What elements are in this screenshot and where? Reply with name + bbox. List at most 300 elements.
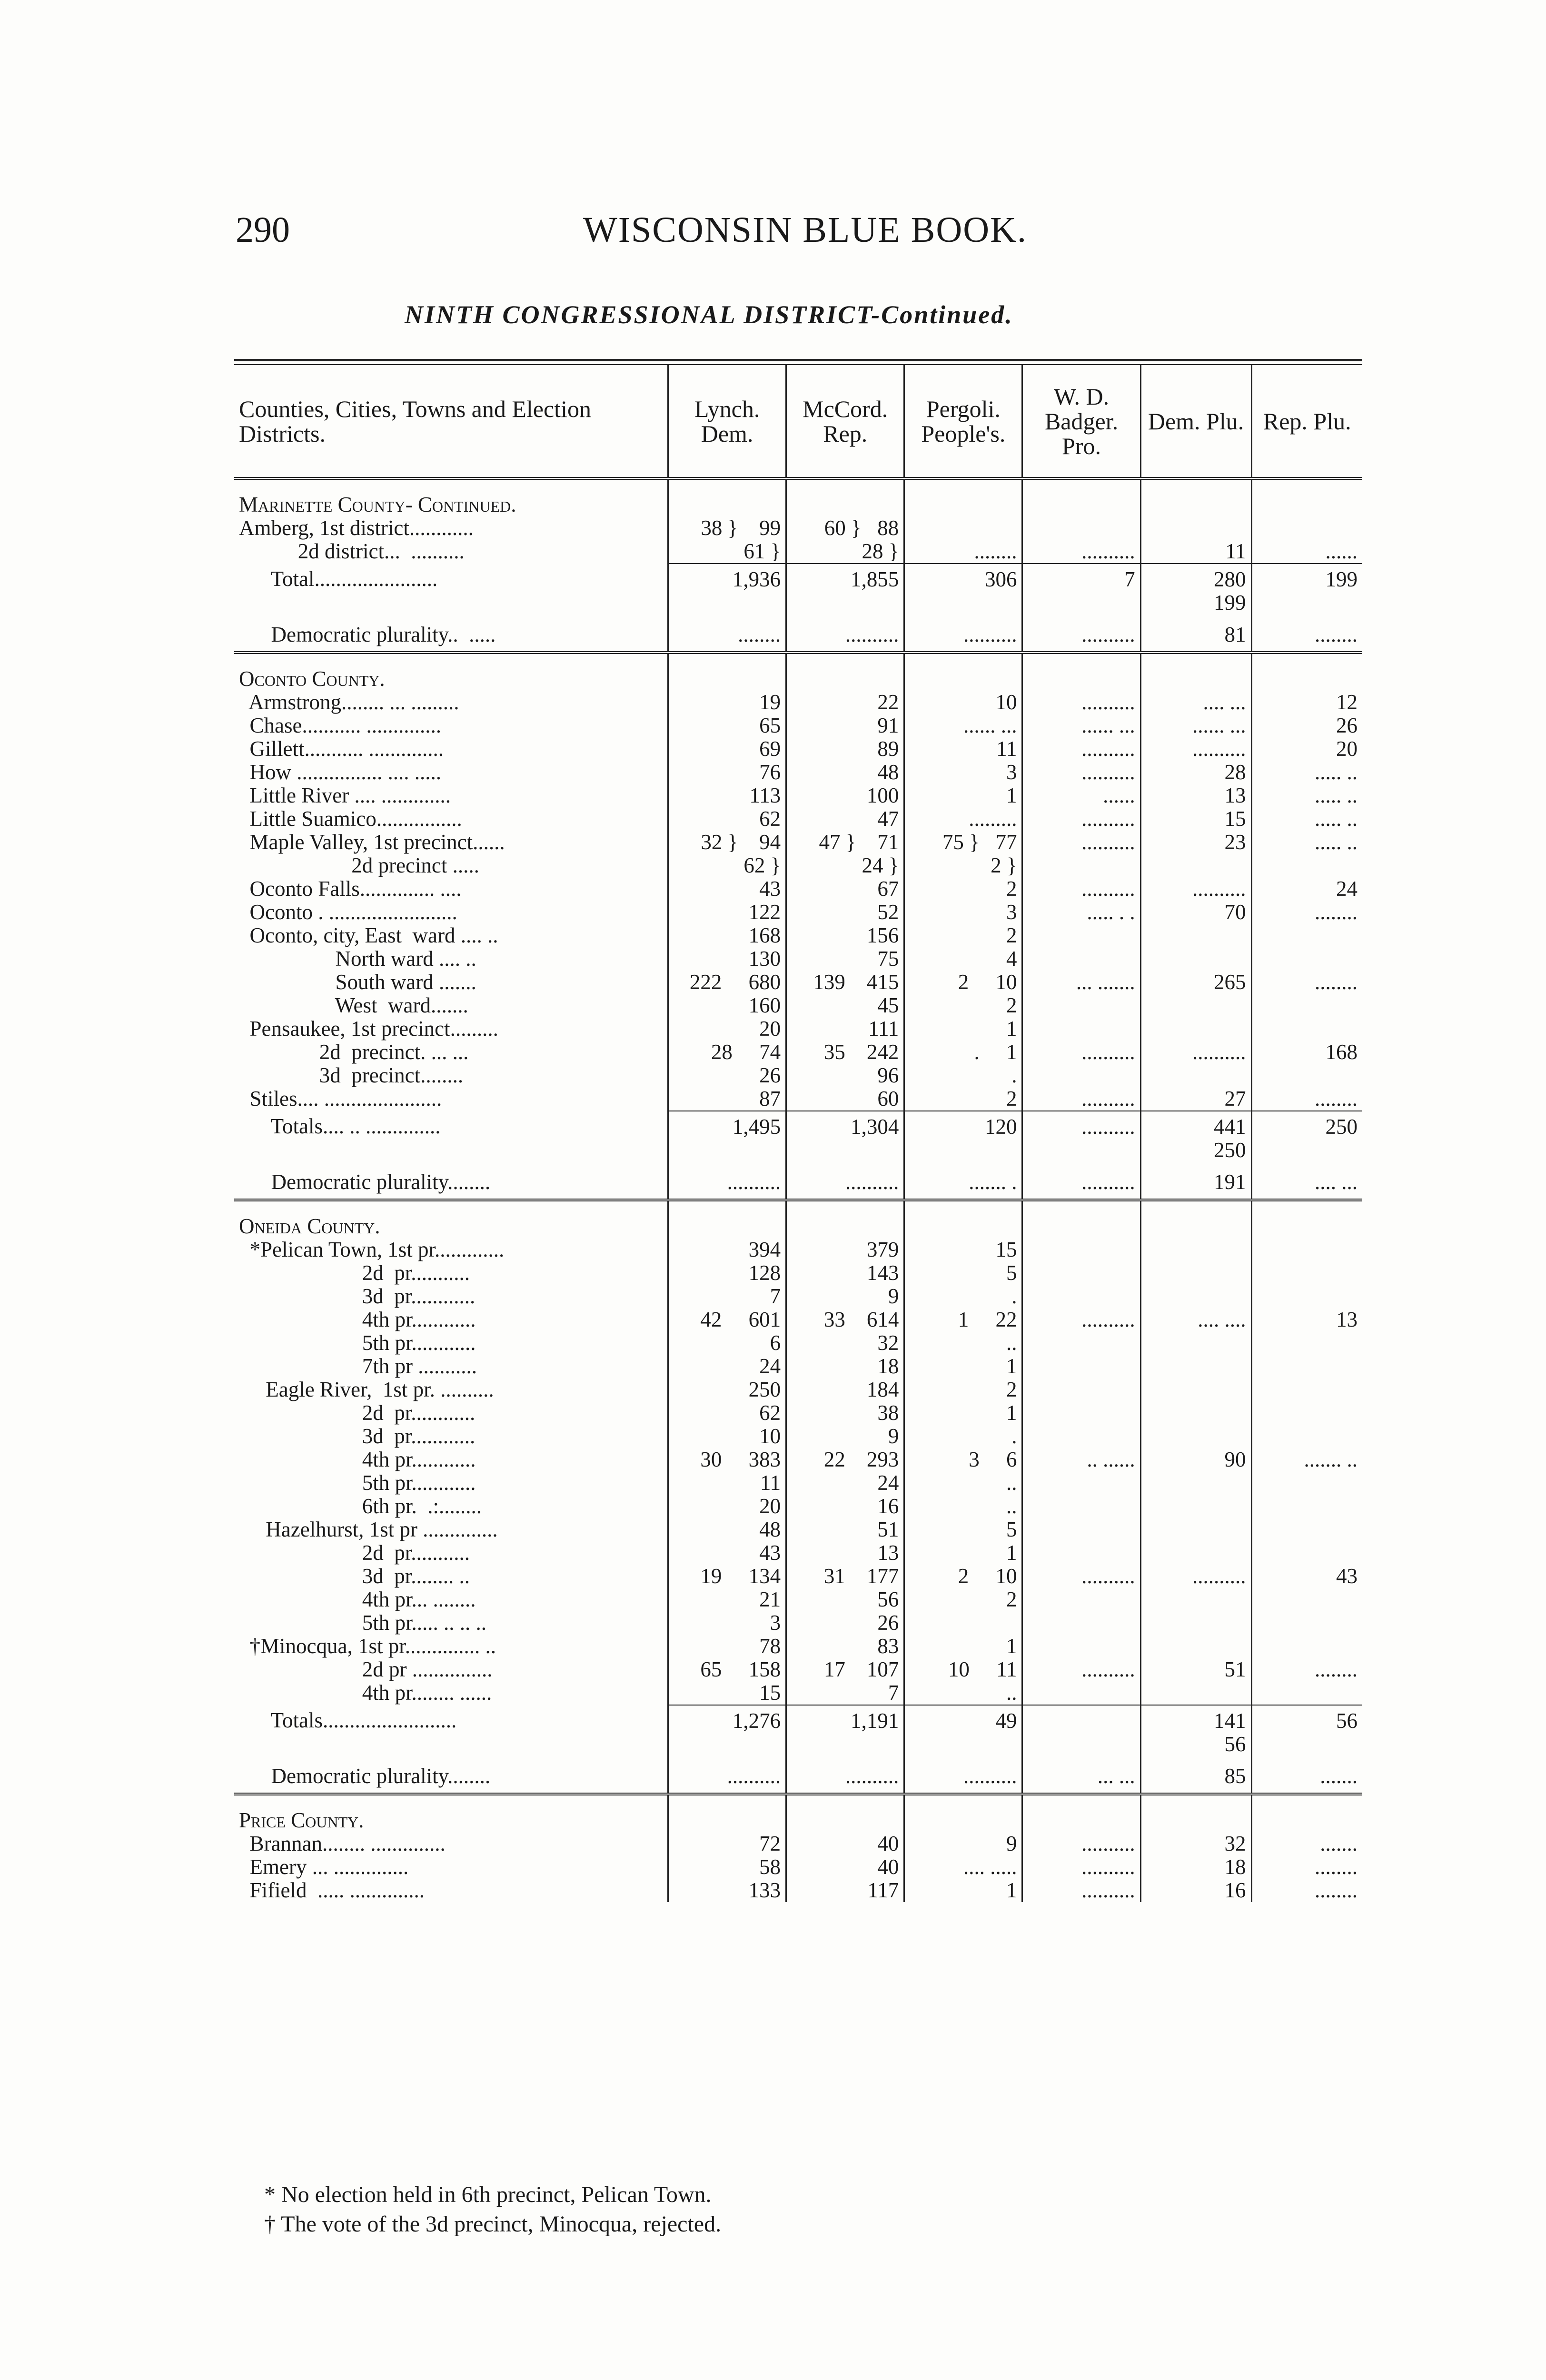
- vote-cell: 32: [786, 1331, 904, 1355]
- vote-cell: [1140, 1635, 1251, 1658]
- vote-cell: 19 134: [668, 1565, 786, 1588]
- vote-cell: 87: [668, 1087, 786, 1111]
- vote-cell: [1022, 1261, 1140, 1285]
- table-row: [234, 1471, 1362, 1495]
- district-name: West ward.......: [239, 994, 468, 1017]
- vote-cell: 32: [1140, 1832, 1251, 1855]
- vote-cell: 9: [904, 1832, 1022, 1855]
- table-row: [234, 1879, 1362, 1902]
- district-name: Democratic plurality........: [239, 1764, 491, 1788]
- vote-cell: [1022, 1635, 1140, 1658]
- vote-cell: [668, 478, 786, 516]
- table-row: [234, 1331, 1362, 1355]
- vote-cell: 1,936: [668, 564, 786, 591]
- vote-cell: 26: [786, 1611, 904, 1635]
- vote-cell: ..........: [668, 1756, 786, 1794]
- vote-cell: 90: [1140, 1448, 1251, 1471]
- section-subtitle: NINTH CONGRESSIONAL DISTRICT-Continued.: [405, 300, 1013, 329]
- vote-cell: [1251, 854, 1362, 877]
- table-row: [234, 947, 1362, 971]
- vote-cell: ..........: [1022, 761, 1140, 784]
- district-name: †Minocqua, 1st pr.............. ..: [239, 1635, 496, 1658]
- vote-cell: [1022, 1200, 1140, 1238]
- vote-cell: [1140, 994, 1251, 1017]
- vote-cell: 42 601: [668, 1308, 786, 1331]
- vote-cell: 100: [786, 784, 904, 807]
- running-title: WISCONSIN BLUE BOOK.: [583, 210, 1027, 250]
- vote-cell: 24: [668, 1355, 786, 1378]
- table-row: [234, 1355, 1362, 1378]
- district-name: Stiles.... ......................: [239, 1087, 442, 1111]
- column-header: Rep. Plu.: [1251, 365, 1362, 478]
- table-row: [234, 994, 1362, 1017]
- vote-cell: 21: [668, 1588, 786, 1611]
- footnotes: [264, 2180, 721, 2239]
- vote-cell: ......: [1251, 540, 1362, 564]
- district-name: Totals.........................: [239, 1708, 457, 1732]
- table-row: [234, 540, 1362, 564]
- page-number: 290: [236, 210, 290, 250]
- district-name: 4th pr........ ......: [239, 1681, 492, 1705]
- vote-cell: [1022, 1518, 1140, 1541]
- vote-cell: ........: [904, 540, 1022, 564]
- vote-cell: ..........: [1022, 691, 1140, 714]
- vote-cell: 7: [1022, 564, 1140, 591]
- vote-cell: [1251, 1471, 1362, 1495]
- vote-cell: [1140, 1200, 1251, 1238]
- vote-cell: 96: [786, 1064, 904, 1087]
- vote-cell: 191: [1140, 1162, 1251, 1200]
- vote-cell: [904, 1733, 1022, 1756]
- vote-cell: [1251, 1518, 1362, 1541]
- vote-cell: 199: [1140, 591, 1251, 615]
- vote-cell: 16: [1140, 1879, 1251, 1902]
- vote-cell: [786, 653, 904, 691]
- vote-cell: ..: [904, 1471, 1022, 1495]
- vote-cell: .... ...: [1140, 691, 1251, 714]
- vote-cell: [1140, 924, 1251, 947]
- table-header-row: [234, 365, 1362, 478]
- vote-cell: 2 }: [904, 854, 1022, 877]
- vote-cell: [1140, 1261, 1251, 1285]
- vote-cell: 441: [1140, 1111, 1251, 1139]
- vote-cell: 10 11: [904, 1658, 1022, 1681]
- county-name: Oneida County.: [234, 1200, 668, 1238]
- vote-cell: .: [904, 1425, 1022, 1448]
- district-name: 2d pr...........: [239, 1261, 470, 1285]
- vote-cell: 62 }: [668, 854, 786, 877]
- vote-cell: [1251, 516, 1362, 540]
- vote-cell: [1022, 1733, 1140, 1756]
- table-row: [234, 1733, 1362, 1756]
- vote-cell: [786, 1733, 904, 1756]
- vote-cell: .... ....: [1140, 1308, 1251, 1331]
- vote-cell: [1022, 1331, 1140, 1355]
- vote-cell: [668, 1139, 786, 1162]
- vote-cell: [1022, 1064, 1140, 1087]
- vote-cell: 32 } 94: [668, 831, 786, 854]
- vote-cell: 18: [1140, 1855, 1251, 1879]
- vote-cell: [1140, 947, 1251, 971]
- vote-cell: ..........: [1140, 877, 1251, 901]
- vote-cell: 60: [786, 1087, 904, 1111]
- table-row: [234, 1495, 1362, 1518]
- vote-cell: ..........: [1022, 1308, 1140, 1331]
- table-row: [234, 1425, 1362, 1448]
- vote-cell: 15: [904, 1238, 1022, 1261]
- table-row: [234, 1238, 1362, 1261]
- vote-cell: 130: [668, 947, 786, 971]
- total-row: [234, 1111, 1362, 1139]
- column-header: McCord. Rep.: [786, 365, 904, 478]
- district-name: 3d pr............: [239, 1425, 476, 1448]
- table-row: [234, 1401, 1362, 1425]
- vote-cell: 91: [786, 714, 904, 737]
- table-row: [234, 1378, 1362, 1401]
- county-heading-row: [234, 1794, 1362, 1832]
- vote-cell: [1251, 1541, 1362, 1565]
- vote-cell: ..........: [1140, 737, 1251, 761]
- vote-cell: 81: [1140, 615, 1251, 653]
- district-name: North ward .... ..: [239, 947, 476, 971]
- vote-cell: 51: [786, 1518, 904, 1541]
- table-row: [234, 1832, 1362, 1855]
- vote-cell: 28 }: [786, 540, 904, 564]
- vote-cell: 11: [668, 1471, 786, 1495]
- vote-cell: 65: [668, 714, 786, 737]
- vote-cell: [786, 591, 904, 615]
- vote-cell: 20: [668, 1495, 786, 1518]
- vote-cell: 5: [904, 1518, 1022, 1541]
- vote-cell: ......: [1022, 784, 1140, 807]
- vote-cell: [1140, 1541, 1251, 1565]
- county-name: Marinette County- Continued.: [234, 478, 668, 516]
- top-rule: [234, 359, 1362, 365]
- vote-cell: 379: [786, 1238, 904, 1261]
- table-row: [234, 1588, 1362, 1611]
- plurality-row: [234, 1162, 1362, 1200]
- vote-cell: 75: [786, 947, 904, 971]
- vote-cell: 2 10: [904, 971, 1022, 994]
- vote-cell: 394: [668, 1238, 786, 1261]
- table-row: [234, 1017, 1362, 1041]
- vote-cell: [1251, 1425, 1362, 1448]
- vote-cell: 133: [668, 1879, 786, 1902]
- vote-cell: [1251, 1733, 1362, 1756]
- vote-cell: 70: [1140, 901, 1251, 924]
- vote-cell: [1022, 924, 1140, 947]
- district-name: [234, 591, 668, 615]
- district-name: 4th pr... ........: [239, 1588, 476, 1611]
- district-name: 3d pr........ ..: [239, 1565, 470, 1588]
- vote-cell: ..........: [1022, 1658, 1140, 1681]
- vote-cell: 24: [786, 1471, 904, 1495]
- district-name: How ................ .... .....: [239, 761, 441, 784]
- district-name: Oconto, city, East ward .... ..: [239, 924, 498, 947]
- vote-cell: 11: [1140, 540, 1251, 564]
- vote-cell: 45: [786, 994, 904, 1017]
- vote-cell: 40: [786, 1855, 904, 1879]
- vote-cell: 160: [668, 994, 786, 1017]
- vote-cell: 85: [1140, 1756, 1251, 1794]
- vote-cell: 113: [668, 784, 786, 807]
- vote-cell: [1022, 1017, 1140, 1041]
- vote-cell: ...... ...: [1140, 714, 1251, 737]
- vote-cell: 1,495: [668, 1111, 786, 1139]
- vote-cell: 2: [904, 994, 1022, 1017]
- vote-cell: [668, 1200, 786, 1238]
- vote-cell: 2: [904, 1087, 1022, 1111]
- vote-cell: ..: [904, 1495, 1022, 1518]
- vote-cell: ..... ..: [1251, 807, 1362, 831]
- vote-cell: [1140, 1285, 1251, 1308]
- page-header: [236, 209, 1378, 262]
- vote-cell: 48: [786, 761, 904, 784]
- vote-cell: [1251, 653, 1362, 691]
- vote-cell: 62: [668, 1401, 786, 1425]
- table-row: [234, 691, 1362, 714]
- vote-cell: 60 } 88: [786, 516, 904, 540]
- vote-cell: ... .......: [1022, 971, 1140, 994]
- total-row: [234, 564, 1362, 591]
- vote-cell: 11: [904, 737, 1022, 761]
- table-row: [234, 807, 1362, 831]
- vote-cell: [1140, 653, 1251, 691]
- vote-cell: .......: [1251, 1832, 1362, 1855]
- vote-cell: 1: [904, 1355, 1022, 1378]
- vote-cell: 1,276: [668, 1705, 786, 1733]
- district-name: Maple Valley, 1st precinct......: [239, 831, 505, 854]
- vote-cell: [668, 653, 786, 691]
- vote-cell: 306: [904, 564, 1022, 591]
- vote-cell: [1022, 1611, 1140, 1635]
- vote-cell: 9: [786, 1285, 904, 1308]
- footnote: * No election held in 6th precinct, Pelican Town.: [264, 2182, 712, 2207]
- vote-cell: 111: [786, 1017, 904, 1041]
- vote-cell: [1251, 1017, 1362, 1041]
- vote-cell: 280: [1140, 564, 1251, 591]
- vote-cell: ..........: [1022, 1565, 1140, 1588]
- vote-cell: 2: [904, 1378, 1022, 1401]
- vote-cell: [1140, 1681, 1251, 1705]
- vote-cell: [1140, 1355, 1251, 1378]
- vote-cell: 222 680: [668, 971, 786, 994]
- vote-cell: 13: [1140, 784, 1251, 807]
- vote-cell: 7: [668, 1285, 786, 1308]
- district-name: 3d pr............: [239, 1285, 476, 1308]
- vote-cell: ........: [1251, 1658, 1362, 1681]
- vote-cell: 120: [904, 1111, 1022, 1139]
- vote-cell: [1251, 1139, 1362, 1162]
- vote-cell: [1140, 516, 1251, 540]
- table-row: [234, 1611, 1362, 1635]
- district-name: 5th pr..... .. .. ..: [239, 1611, 487, 1635]
- vote-cell: ..........: [1022, 877, 1140, 901]
- vote-cell: [1022, 591, 1140, 615]
- vote-cell: 9: [786, 1425, 904, 1448]
- vote-cell: 1: [904, 1017, 1022, 1041]
- vote-cell: [1251, 1495, 1362, 1518]
- column-header: W. D. Badger. Pro.: [1022, 365, 1140, 478]
- table-row: [234, 1541, 1362, 1565]
- vote-cell: ........: [1251, 971, 1362, 994]
- table-row: [234, 1139, 1362, 1162]
- district-name: Eagle River, 1st pr. ..........: [239, 1378, 494, 1401]
- vote-cell: 83: [786, 1635, 904, 1658]
- vote-cell: [1022, 1588, 1140, 1611]
- vote-cell: ........: [1251, 1087, 1362, 1111]
- table-row: [234, 831, 1362, 854]
- vote-cell: 38: [786, 1401, 904, 1425]
- district-name: 6th pr. .:........: [239, 1495, 482, 1518]
- vote-cell: 69: [668, 737, 786, 761]
- district-name: 5th pr............: [239, 1471, 476, 1495]
- vote-cell: [1022, 1355, 1140, 1378]
- vote-cell: [786, 1200, 904, 1238]
- table-row: [234, 1565, 1362, 1588]
- vote-cell: 15: [668, 1681, 786, 1705]
- vote-cell: [1140, 1471, 1251, 1495]
- vote-cell: [786, 1139, 904, 1162]
- vote-cell: 3 6: [904, 1448, 1022, 1471]
- table-row: [234, 516, 1362, 540]
- vote-cell: 1: [904, 1879, 1022, 1902]
- vote-cell: 128: [668, 1261, 786, 1285]
- table-row: [234, 877, 1362, 901]
- vote-cell: ..........: [786, 615, 904, 653]
- vote-cell: [1022, 1705, 1140, 1733]
- vote-cell: ..........: [1022, 1832, 1140, 1855]
- vote-cell: [1022, 1681, 1140, 1705]
- table-row: [234, 784, 1362, 807]
- vote-cell: ....... ..: [1251, 1448, 1362, 1471]
- vote-cell: 3: [904, 761, 1022, 784]
- vote-cell: 43: [668, 877, 786, 901]
- vote-cell: [668, 1733, 786, 1756]
- vote-cell: [786, 478, 904, 516]
- vote-cell: [1251, 947, 1362, 971]
- vote-cell: [1140, 1378, 1251, 1401]
- district-name: Oconto Falls.............. ....: [239, 877, 462, 901]
- vote-cell: ..........: [1022, 831, 1140, 854]
- vote-cell: [1251, 1200, 1362, 1238]
- vote-cell: [1251, 1378, 1362, 1401]
- vote-cell: 1,191: [786, 1705, 904, 1733]
- vote-cell: ..........: [1022, 807, 1140, 831]
- district-name: Brannan........ ..............: [239, 1832, 446, 1855]
- vote-cell: ..: [904, 1681, 1022, 1705]
- vote-cell: [1022, 516, 1140, 540]
- vote-cell: 26: [668, 1064, 786, 1087]
- vote-cell: 1,855: [786, 564, 904, 591]
- table-row: [234, 1285, 1362, 1308]
- table-row: [234, 1681, 1362, 1705]
- vote-cell: ..........: [786, 1756, 904, 1794]
- vote-cell: ..... . .: [1022, 901, 1140, 924]
- vote-cell: 7: [786, 1681, 904, 1705]
- vote-cell: 10: [668, 1425, 786, 1448]
- vote-cell: 23: [1140, 831, 1251, 854]
- vote-cell: [1251, 1238, 1362, 1261]
- vote-cell: [1022, 1378, 1140, 1401]
- district-name: South ward .......: [239, 971, 476, 994]
- vote-cell: [1022, 653, 1140, 691]
- district-name: Democratic plurality.. .....: [239, 623, 496, 646]
- vote-cell: ........: [1251, 1879, 1362, 1902]
- vote-cell: [904, 1611, 1022, 1635]
- vote-cell: [904, 1794, 1022, 1832]
- vote-cell: 52: [786, 901, 904, 924]
- vote-cell: 22 293: [786, 1448, 904, 1471]
- vote-cell: 2: [904, 1588, 1022, 1611]
- vote-cell: [1251, 1401, 1362, 1425]
- vote-cell: 62: [668, 807, 786, 831]
- vote-cell: 1 22: [904, 1308, 1022, 1331]
- vote-cell: ........: [1251, 1855, 1362, 1879]
- table-row: [234, 1635, 1362, 1658]
- vote-cell: [1251, 1285, 1362, 1308]
- district-name: 2d district... ..........: [239, 540, 465, 563]
- vote-cell: [1140, 1495, 1251, 1518]
- vote-cell: 1: [904, 1401, 1022, 1425]
- table-row: [234, 1518, 1362, 1541]
- vote-cell: 250: [1251, 1111, 1362, 1139]
- vote-cell: 12: [1251, 691, 1362, 714]
- vote-cell: 250: [668, 1378, 786, 1401]
- vote-cell: ..... ..: [1251, 761, 1362, 784]
- vote-cell: 184: [786, 1378, 904, 1401]
- vote-cell: [1251, 1794, 1362, 1832]
- vote-cell: ..........: [1022, 540, 1140, 564]
- vote-cell: ..........: [1022, 1879, 1140, 1902]
- vote-cell: [1251, 1588, 1362, 1611]
- plurality-row: [234, 615, 1362, 653]
- district-name: Armstrong........ ... .........: [239, 691, 459, 714]
- vote-cell: 24 }: [786, 854, 904, 877]
- district-name: 2d precinct .....: [239, 854, 479, 877]
- vote-cell: ..........: [1140, 1565, 1251, 1588]
- vote-cell: [1022, 854, 1140, 877]
- plurality-row: [234, 1756, 1362, 1794]
- county-name: Price County.: [234, 1794, 668, 1832]
- county-heading-row: [234, 653, 1362, 691]
- vote-cell: ..........: [1022, 1111, 1140, 1139]
- vote-cell: ..... ..: [1251, 831, 1362, 854]
- vote-cell: .. ......: [1022, 1448, 1140, 1471]
- table-row: [234, 1261, 1362, 1285]
- vote-cell: [1022, 947, 1140, 971]
- column-header: Counties, Cities, Towns and Election Districts.: [239, 395, 591, 447]
- vote-cell: [1022, 1238, 1140, 1261]
- vote-cell: 1,304: [786, 1111, 904, 1139]
- column-header: Lynch. Dem.: [668, 365, 786, 478]
- vote-cell: [1140, 854, 1251, 877]
- vote-cell: 17 107: [786, 1658, 904, 1681]
- table-row: [234, 737, 1362, 761]
- vote-cell: .......: [1251, 1756, 1362, 1794]
- vote-cell: 265: [1140, 971, 1251, 994]
- vote-cell: 89: [786, 737, 904, 761]
- vote-cell: [1022, 1794, 1140, 1832]
- vote-cell: 75 } 77: [904, 831, 1022, 854]
- vote-cell: [904, 1200, 1022, 1238]
- vote-cell: 67: [786, 877, 904, 901]
- vote-cell: 10: [904, 691, 1022, 714]
- vote-cell: 61 }: [668, 540, 786, 564]
- district-name: 2d precinct. ... ...: [239, 1041, 469, 1064]
- vote-cell: [904, 591, 1022, 615]
- vote-cell: ..........: [1022, 1087, 1140, 1111]
